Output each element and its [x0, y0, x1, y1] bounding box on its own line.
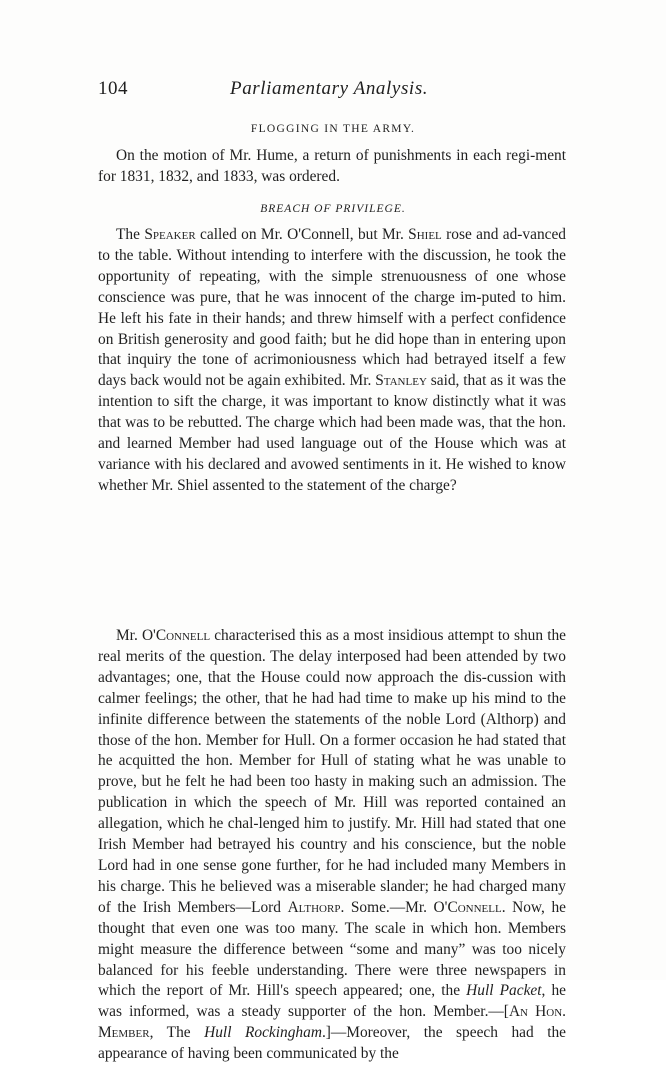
speaker-name: Connell — [447, 898, 502, 916]
section-flogging-text — [98, 146, 566, 188]
paragraph — [98, 225, 566, 497]
speaker-name: Shiel — [408, 226, 442, 243]
section-heading-flogging: FLOGGING IN THE ARMY. — [250, 123, 416, 135]
newspaper-title: Hull Packet — [466, 982, 542, 1000]
page-number: 104 — [98, 78, 128, 99]
text-run: , he was informed, was a steady supporter of the hon. Member.—[ — [98, 982, 567, 1021]
section-privilege-text — [98, 225, 566, 497]
page-header — [98, 78, 568, 104]
speaker-name: Speaker — [144, 226, 196, 243]
newspaper-title: Hull Rockingham — [204, 1024, 322, 1042]
text-run: Mr. O' — [116, 627, 156, 644]
text-run: . Now, he thought that even one was too many. The scale in which hon. Members might measure the difference between “some and many” was too nicely balanced for his feeble understanding. There were three newspapers in which the report of Mr. Hill's speech appeared; one, the — [98, 898, 566, 1000]
paragraph — [98, 626, 566, 1065]
speaker-name: Althorp — [287, 898, 341, 916]
text-run: said, that as it was the intention to sift the charge, it was important to know distinctly what it was that was to be rebutted. The charge which had been made was, that the hon. and learned Member had used language out of the House which was at variance with his declared and avowed sentiments in it. He wished to know whether Mr. Shiel assented to the statement of the charge? — [98, 372, 566, 494]
paragraph: On the motion of Mr. Hume, a return of punishments in each regi-ment for 1831, 1832, and 1833, was ordered. — [98, 147, 566, 185]
text-run: rose and ad-vanced to the table. Without intending to interfere with the discussion, he took the opportunity of repeating, with the simple strenuousness of one whose conscience was pure, that he was innocent of the charge im-puted to him. He left his fate in their hands; and threw himself with a perfect confidence on British generosity and good faith; but he did hope than in entering upon that inquiry the tone of acrimoniousness which had betrayed itself a few days back would not be again exhibited. Mr. — [98, 226, 566, 390]
text-run: The — [116, 226, 145, 243]
text-run: .]—Moreover, the speech had the appearance of having been communicated by the — [98, 1024, 566, 1063]
text-run: . Some.—Mr. O' — [340, 898, 448, 916]
section-heading-privilege: BREACH OF PRIVILEGE. — [260, 203, 406, 215]
text-run: called on Mr. O'Connell, but Mr. — [195, 226, 409, 243]
running-title: Parliamentary Analysis. — [230, 78, 429, 99]
text-run: , The — [149, 1024, 205, 1042]
text-run: characterised this as a most insidious attempt to shun the real merits of the question. The delay interposed had been attended by two advantages; one, that the House could now approach the dis-cussion with calmer feelings; the other, that he had had time to make up his mind to the infinite difference between the statements of the noble Lord (Althorp) and those of the hon. Member for Hull. On a former occasion he had stated that he acquitted the hon. Member for Hull of stating what he was unable to prove, but he felt he had been too hasty in making such an admission. The publication in which the speech of Mr. Hill was reported contained an allegation, which he chal-lenged him to justify. Mr. Hill had stated that one Irish Member had betrayed his country and his conscience, but the noble Lord had in one sense gone further, for he had included many Members in his charge. This he believed was a miserable slander; he had charged many of the Irish Members—Lord — [98, 627, 566, 916]
speaker-name: Connell — [155, 627, 211, 644]
speaker-name: An Hon. Member — [98, 1003, 566, 1042]
section-privilege-text-2 — [98, 626, 566, 1065]
speaker-name: Stanley — [375, 372, 427, 390]
